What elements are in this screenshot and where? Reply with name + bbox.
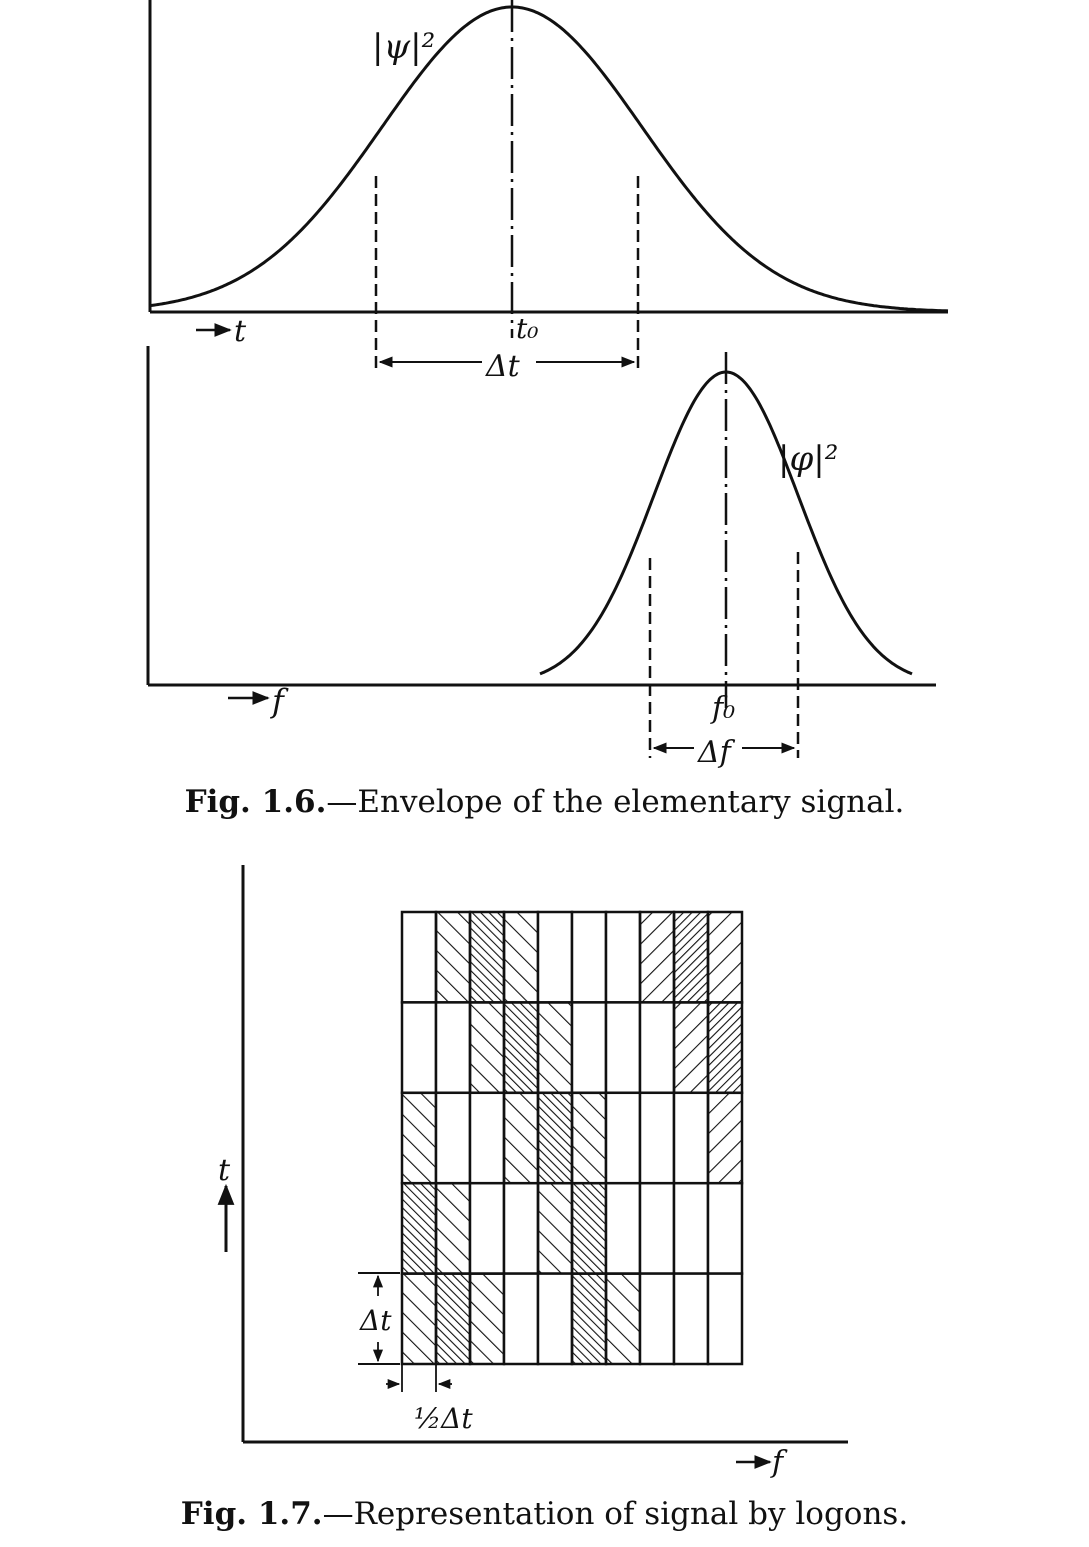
logon-cell (436, 1002, 470, 1092)
fig-1-7-caption (0, 1496, 1089, 1532)
phi-squared-label: |φ|² (778, 439, 839, 479)
logon-cell (504, 1274, 538, 1364)
logon-cell (708, 912, 742, 1002)
logon-cell (708, 1093, 742, 1183)
logon-cell (470, 1183, 504, 1273)
psi-squared-curve (150, 7, 948, 311)
logon-cell (504, 1183, 538, 1273)
fig-1-7-number: Fig. 1.7. (180, 1496, 323, 1532)
logon-cell (470, 1093, 504, 1183)
logon-diagram (218, 865, 848, 1480)
logon-cell (606, 1183, 640, 1273)
logon-cell (708, 1002, 742, 1092)
logon-cell (504, 1002, 538, 1092)
logon-cell (470, 1274, 504, 1364)
logon-cell (640, 912, 674, 1002)
logon-cell (402, 1002, 436, 1092)
logon-cell (572, 1002, 606, 1092)
logon-cell (640, 1274, 674, 1364)
logon-cell (402, 1093, 436, 1183)
logon-cell (640, 1183, 674, 1273)
logon-cell (606, 1274, 640, 1364)
logon-cell (606, 1002, 640, 1092)
logon-cell (470, 1002, 504, 1092)
logon-t-label: t (218, 1153, 231, 1188)
logon-cell (436, 912, 470, 1002)
f-axis-label: f (272, 682, 284, 720)
logon-cell (572, 912, 606, 1002)
logon-cell (674, 1093, 708, 1183)
logon-cell (436, 1183, 470, 1273)
logon-cell (504, 912, 538, 1002)
logon-cell (606, 1093, 640, 1183)
fig-1-6-text: —Envelope of the elementary signal. (326, 784, 905, 820)
logon-cell (640, 1093, 674, 1183)
logon-cell (504, 1093, 538, 1183)
logon-grid (402, 912, 742, 1364)
logon-cell (538, 912, 572, 1002)
logon-cell (436, 1093, 470, 1183)
t0-label: t₀ (516, 312, 539, 345)
logon-cell (674, 1274, 708, 1364)
logon-cell (538, 1002, 572, 1092)
cell-height-label: Δt (360, 1304, 392, 1337)
logon-cell (572, 1093, 606, 1183)
logon-cell (572, 1183, 606, 1273)
cell-width-label: ½Δt (414, 1402, 473, 1435)
logon-cell (674, 1183, 708, 1273)
logon-cell (708, 1183, 742, 1273)
frequency-envelope-plot (148, 346, 936, 770)
fig-1-6-number: Fig. 1.6. (184, 784, 327, 820)
logon-cell (470, 912, 504, 1002)
logon-cell (572, 1274, 606, 1364)
logon-cell (538, 1093, 572, 1183)
logon-cell (640, 1002, 674, 1092)
psi-squared-label: |ψ|² (372, 27, 436, 67)
delta-t-label: Δt (486, 349, 520, 384)
logon-f-label: f (772, 1445, 784, 1480)
delta-f-label: Δf (698, 735, 731, 770)
logon-cell (606, 912, 640, 1002)
fig-1-6-caption (0, 784, 1089, 820)
logon-cell (402, 912, 436, 1002)
logon-cell (436, 1274, 470, 1364)
f0-label: f₀ (712, 691, 736, 726)
logon-cell (708, 1274, 742, 1364)
logon-cell (402, 1274, 436, 1364)
logon-cell (538, 1183, 572, 1273)
logon-cell (674, 912, 708, 1002)
logon-cell (402, 1183, 436, 1273)
logon-cell (538, 1274, 572, 1364)
logon-cell (674, 1002, 708, 1092)
fig-1-7-text: —Representation of signal by logons. (322, 1496, 909, 1532)
t-axis-label: t (234, 314, 247, 349)
time-envelope-plot (150, 0, 948, 384)
